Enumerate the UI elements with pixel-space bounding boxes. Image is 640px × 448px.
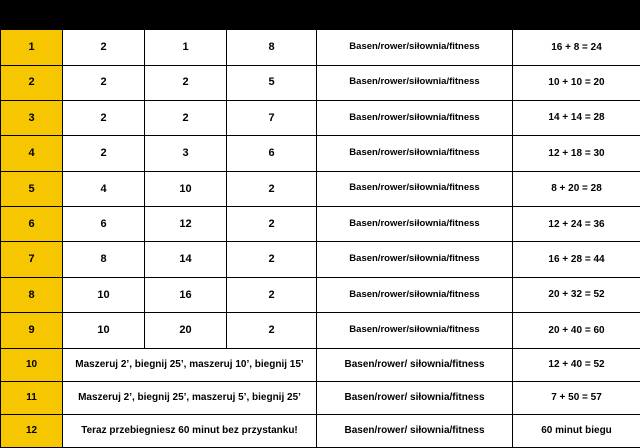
cell-run-minutes: 2 (145, 100, 227, 135)
cell-walk-minutes: 2 (63, 30, 145, 65)
column-header-walk-minutes: Minuty marszu (63, 1, 145, 30)
cell-extra-training: Basen/rower/siłownia/fitness (317, 136, 513, 171)
column-header-run-minutes: Minuty biegu (145, 1, 227, 30)
table-row (1, 100, 640, 135)
cell-week: 8 (1, 277, 63, 312)
cell-total-time: 10 + 10 = 20 (513, 65, 640, 100)
cell-total-time: 20 + 32 = 52 (513, 277, 640, 312)
column-header-week: Tydzień (1, 1, 63, 30)
cell-total-time: 60 minut biegu (513, 414, 640, 447)
cell-walk-minutes: 8 (63, 242, 145, 277)
cell-week: 10 (1, 348, 63, 381)
cell-program: Teraz przebiegniesz 60 minut bez przystanku! (63, 414, 317, 447)
cell-total-time: 12 + 18 = 30 (513, 136, 640, 171)
cell-repetitions: 2 (227, 242, 317, 277)
table-row (1, 348, 640, 381)
column-header-total-time: Czas wysiłku marsz + bieg = łącznie (513, 1, 640, 30)
cell-extra-training: Basen/rower/siłownia/fitness (317, 171, 513, 206)
cell-repetitions: 8 (227, 30, 317, 65)
cell-week: 3 (1, 100, 63, 135)
table-row (1, 381, 640, 414)
cell-week: 7 (1, 242, 63, 277)
cell-week: 2 (1, 65, 63, 100)
cell-run-minutes: 16 (145, 277, 227, 312)
cell-extra-training: Basen/rower/siłownia/fitness (317, 100, 513, 135)
cell-walk-minutes: 2 (63, 65, 145, 100)
cell-total-time: 7 + 50 = 57 (513, 381, 640, 414)
cell-walk-minutes: 2 (63, 100, 145, 135)
cell-repetitions: 2 (227, 313, 317, 348)
table-row (1, 207, 640, 242)
cell-repetitions: 2 (227, 207, 317, 242)
cell-extra-training: Basen/rower/ siłownia/fitness (317, 414, 513, 447)
cell-week: 5 (1, 171, 63, 206)
table-body (1, 30, 640, 448)
cell-walk-minutes: 2 (63, 136, 145, 171)
cell-repetitions: 5 (227, 65, 317, 100)
cell-repetitions: 2 (227, 171, 317, 206)
cell-walk-minutes: 4 (63, 171, 145, 206)
cell-extra-training: Basen/rower/siłownia/fitness (317, 207, 513, 242)
cell-total-time: 12 + 40 = 52 (513, 348, 640, 381)
column-header-extra-training: Trening dodatkowy raz w tygodniu (do wyboru) (317, 1, 513, 30)
cell-total-time: 8 + 20 = 28 (513, 171, 640, 206)
table-header (1, 1, 640, 30)
table-row (1, 65, 640, 100)
cell-extra-training: Basen/rower/siłownia/fitness (317, 277, 513, 312)
cell-total-time: 14 + 14 = 28 (513, 100, 640, 135)
table-row (1, 277, 640, 312)
cell-run-minutes: 3 (145, 136, 227, 171)
cell-week: 9 (1, 313, 63, 348)
cell-program: Maszeruj 2’, biegnij 25’, maszeruj 5’, biegnij 25’ (63, 381, 317, 414)
table-row (1, 242, 640, 277)
cell-total-time: 16 + 28 = 44 (513, 242, 640, 277)
cell-walk-minutes: 6 (63, 207, 145, 242)
table-row (1, 171, 640, 206)
cell-week: 11 (1, 381, 63, 414)
cell-repetitions: 7 (227, 100, 317, 135)
table-row (1, 136, 640, 171)
cell-week: 6 (1, 207, 63, 242)
cell-week: 4 (1, 136, 63, 171)
cell-program: Maszeruj 2’, biegnij 25’, maszeruj 10’, biegnij 15’ (63, 348, 317, 381)
cell-total-time: 12 + 24 = 36 (513, 207, 640, 242)
cell-run-minutes: 20 (145, 313, 227, 348)
cell-repetitions: 2 (227, 277, 317, 312)
cell-total-time: 16 + 8 = 24 (513, 30, 640, 65)
cell-run-minutes: 2 (145, 65, 227, 100)
cell-walk-minutes: 10 (63, 277, 145, 312)
cell-run-minutes: 10 (145, 171, 227, 206)
cell-extra-training: Basen/rower/siłownia/fitness (317, 242, 513, 277)
cell-extra-training: Basen/rower/ siłownia/fitness (317, 348, 513, 381)
cell-run-minutes: 12 (145, 207, 227, 242)
cell-total-time: 20 + 40 = 60 (513, 313, 640, 348)
cell-extra-training: Basen/rower/ siłownia/fitness (317, 381, 513, 414)
cell-extra-training: Basen/rower/siłownia/fitness (317, 313, 513, 348)
cell-week: 12 (1, 414, 63, 447)
table-row (1, 313, 640, 348)
cell-extra-training: Basen/rower/siłownia/fitness (317, 65, 513, 100)
table-row (1, 30, 640, 65)
cell-extra-training: Basen/rower/siłownia/fitness (317, 30, 513, 65)
cell-walk-minutes: 10 (63, 313, 145, 348)
table-row (1, 414, 640, 447)
cell-repetitions: 6 (227, 136, 317, 171)
header-row (1, 1, 640, 30)
cell-run-minutes: 14 (145, 242, 227, 277)
column-header-repetitions: Powtórzenia (227, 1, 317, 30)
cell-run-minutes: 1 (145, 30, 227, 65)
cell-week: 1 (1, 30, 63, 65)
